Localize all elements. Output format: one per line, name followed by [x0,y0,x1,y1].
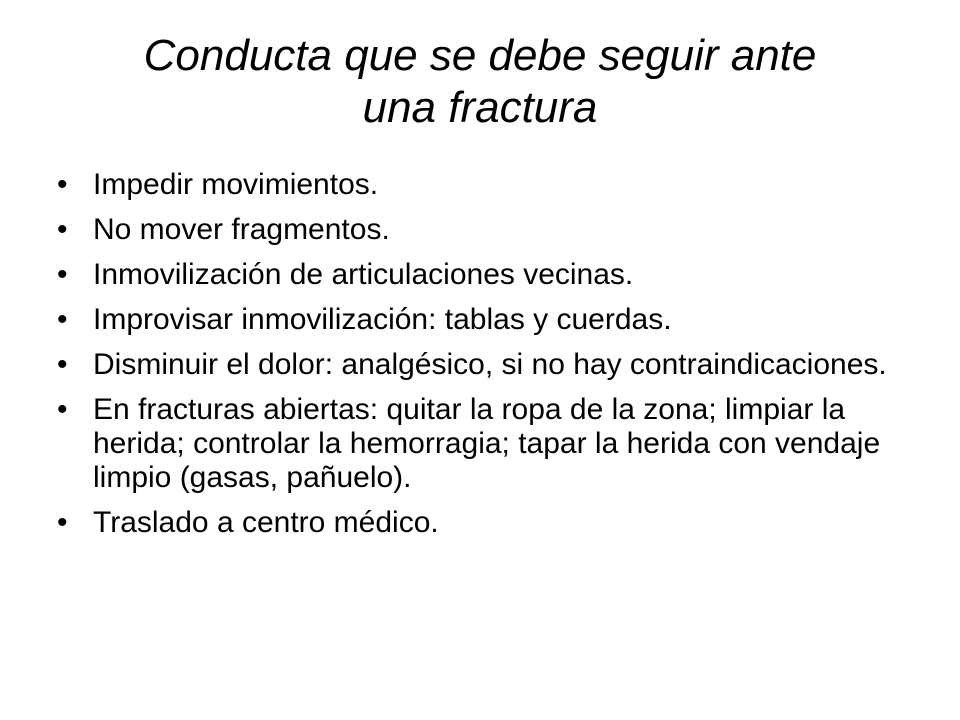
slide-title-line-1: Conducta que se debe seguir ante [143,31,817,80]
bullet-item-impedir-movimientos [55,168,915,202]
bullet-dot-icon: • [57,258,68,291]
bullet-dot-icon: • [57,303,68,336]
bullet-item-no-mover-fragmentos [55,213,915,247]
bullet-text: En fracturas abiertas: quitar la ropa de la zona; limpiar la herida; controlar la hemorragia; tapar la herida con vendaje limpio (gasas, pañuelo). [93,393,881,494]
bullet-dot-icon: • [57,506,68,539]
bullet-item-improvisar-inmovilizacion [55,303,915,337]
bullet-item-traslado [55,506,915,540]
bullet-item-disminuir-dolor [55,348,915,382]
bullet-text: Traslado a centro médico. [93,506,439,539]
bullet-text: Inmovilización de articulaciones vecinas. [93,258,634,291]
bullet-dot-icon: • [57,168,68,201]
bullet-dot-icon: • [57,393,68,426]
slide-title-line-2: una fractura [362,83,598,132]
bullet-item-inmovilizacion [55,258,915,292]
bullet-list [55,168,915,551]
bullet-text: Impedir movimientos. [93,168,379,201]
bullet-dot-icon: • [57,348,68,381]
bullet-text: Disminuir el dolor: analgésico, si no hay contraindicaciones. [93,348,887,381]
bullet-text: No mover fragmentos. [93,213,390,246]
bullet-text: Improvisar inmovilización: tablas y cuerdas. [93,303,672,336]
slide-title [60,30,900,134]
bullet-dot-icon: • [57,213,68,246]
bullet-item-fracturas-abiertas [55,393,915,495]
